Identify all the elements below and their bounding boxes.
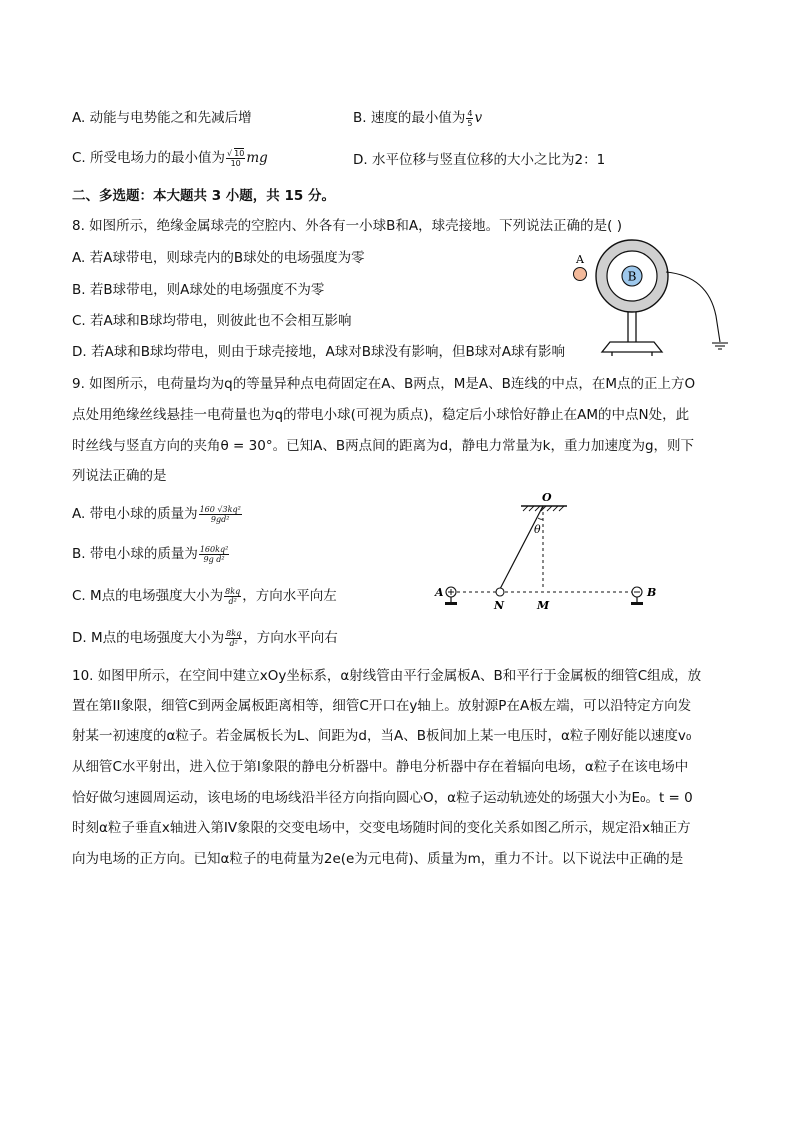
ball-a-label: A	[576, 253, 584, 266]
q7-option-b-fraction	[466, 109, 473, 128]
q7-option-b-variable: v	[474, 110, 483, 126]
point-o-label: O	[542, 491, 552, 504]
q10-stem-line-5: 恰好做匀速圆周运动，该电场的电场线沿半径方向指向圆心O，α粒子运动轨迹处的场强大小为E₀。t = 0	[72, 790, 693, 806]
ground-wire	[666, 272, 728, 349]
fraction-denominator: 9g d²	[203, 554, 225, 564]
ceiling	[521, 506, 567, 511]
angle-theta-label: θ	[534, 523, 541, 536]
q9-option-c-fraction	[224, 587, 241, 606]
fraction-numerator: 160 √3kq²	[199, 504, 241, 514]
q10-stem-line-1: 10. 如图甲所示，在空间中建立xOy坐标系，α射线管由平行金属板A、B和平行于金属板的细管C组成，放	[72, 668, 702, 684]
q9-option-b	[72, 544, 230, 564]
insulating-stand	[602, 312, 662, 356]
fraction-denominator: 9gd²	[210, 514, 230, 524]
q9-option-a-text: A. 带电小球的质量为	[72, 506, 198, 522]
q9-option-b-text: B. 带电小球的质量为	[72, 546, 198, 562]
q7-option-c-text: C. 所受电场力的最小值为	[72, 150, 226, 166]
q9-stem-line-4: 列说法正确的是	[72, 468, 167, 484]
q8-option-a: A. 若A球带电，则球壳内的B球处的电场强度为零	[72, 250, 365, 266]
q9-stem-line-3: 时丝线与竖直方向的夹角θ = 30°。已知A、B两点间的距离为d，静电力常量为k，重力加速度为g，则下	[72, 438, 695, 454]
q8-option-d: D. 若A球和B球均带电，则由于球壳接地，A球对B球没有影响，但B球对A球有影响	[72, 344, 565, 360]
silk-thread	[500, 506, 543, 589]
q9-option-b-fraction	[199, 545, 229, 564]
q10-stem-line-3: 射某一初速度的α粒子。若金属板长为L、间距为d，当A、B板间加上某一电压时，α粒子刚好能以速度v₀	[72, 728, 692, 744]
q8-stem: 8. 如图所示，绝缘金属球壳的空腔内、外各有一小球B和A，球壳接地。下列说法正确的是( )	[72, 218, 622, 234]
ball-a	[574, 253, 587, 281]
q7-option-b	[353, 108, 482, 128]
q7-option-c-variable: mg	[246, 150, 268, 166]
q7-option-b-text: B. 速度的最小值为	[353, 110, 466, 126]
q8-option-c: C. 若A球和B球均带电，则彼此也不会相互影响	[72, 313, 352, 329]
charge-a-positive	[434, 586, 457, 605]
ball-b-label: B	[627, 269, 637, 284]
point-a-label: A	[435, 586, 444, 599]
fraction-numerator: √ 10	[227, 149, 245, 158]
sqrt-radicand: 10	[234, 149, 245, 158]
fraction-denominator: 10	[230, 159, 241, 168]
q10-stem-line-4: 从细管C水平射出，进入位于第I象限的静电分析器中。静电分析器中存在着辐向电场，α粒子在该电场中	[72, 759, 689, 775]
q9-option-c	[72, 586, 337, 606]
q9-stem-line-1: 9. 如图所示，电荷量均为q的等量异种点电荷固定在A、B两点，M是A、B连线的中点，在M点的正上方O	[72, 376, 696, 392]
charge-b-negative	[631, 586, 656, 605]
angle-arc	[538, 518, 543, 519]
q9-option-d-fraction	[225, 629, 242, 648]
q9-option-a-fraction	[199, 505, 242, 524]
q9-stem-line-2: 点处用绝缘丝线悬挂一电荷量也为q的带电小球(可视为质点)，稳定后小球恰好静止在AM的中点N处，此	[72, 407, 690, 423]
point-n-label: N	[494, 599, 505, 612]
fraction-numerator: 8kq	[225, 586, 241, 596]
section-heading: 二、多选题：本大题共 3 小题，共 15 分。	[72, 188, 335, 204]
q10-stem-line-6: 时刻α粒子垂直x轴进入第IV象限的交变电场中，交变电场随时间的变化关系如图乙所示，规定沿x轴正方	[72, 820, 691, 836]
q7-option-d: D. 水平位移与竖直位移的大小之比为2：1	[353, 152, 606, 168]
q9-option-d-text: D. M点的电场强度大小为	[72, 630, 225, 646]
fraction-numerator: 8kq	[226, 628, 242, 638]
point-b-label: B	[647, 586, 657, 599]
q8-figure-shell	[560, 236, 740, 364]
q10-stem-line-7: 向为电场的正方向。已知α粒子的电荷量为2e(e为元电荷)、质量为m，重力不计。以下说法中正确的是	[72, 851, 684, 867]
q9-figure-pendulum	[425, 488, 665, 620]
fraction-numerator: 4	[467, 108, 473, 118]
point-m-label: M	[537, 599, 550, 612]
fraction-denominator: 5	[467, 118, 473, 128]
fraction-denominator: d²	[229, 638, 238, 648]
q9-option-c-direction: ，方向水平向左	[242, 588, 337, 604]
fraction-denominator: d²	[228, 596, 237, 606]
q9-option-d	[72, 628, 338, 648]
q8-option-b: B. 若B球带电，则A球处的电场强度不为零	[72, 282, 325, 298]
q9-option-d-direction: ，方向水平向右	[243, 630, 338, 646]
q9-option-a	[72, 504, 243, 524]
fraction-numerator: 160kq²	[199, 544, 229, 554]
q9-option-c-text: C. M点的电场强度大小为	[72, 588, 224, 604]
q7-option-c	[72, 148, 268, 168]
q7-option-a: A. 动能与电势能之和先减后增	[72, 110, 252, 126]
ball-b	[622, 266, 642, 286]
q10-stem-line-2: 置在第II象限，细管C到两金属板距离相等，细管C开口在y轴上。放射源P在A板左端，可以沿特定方向发	[72, 698, 692, 714]
q7-option-c-fraction	[226, 148, 245, 168]
